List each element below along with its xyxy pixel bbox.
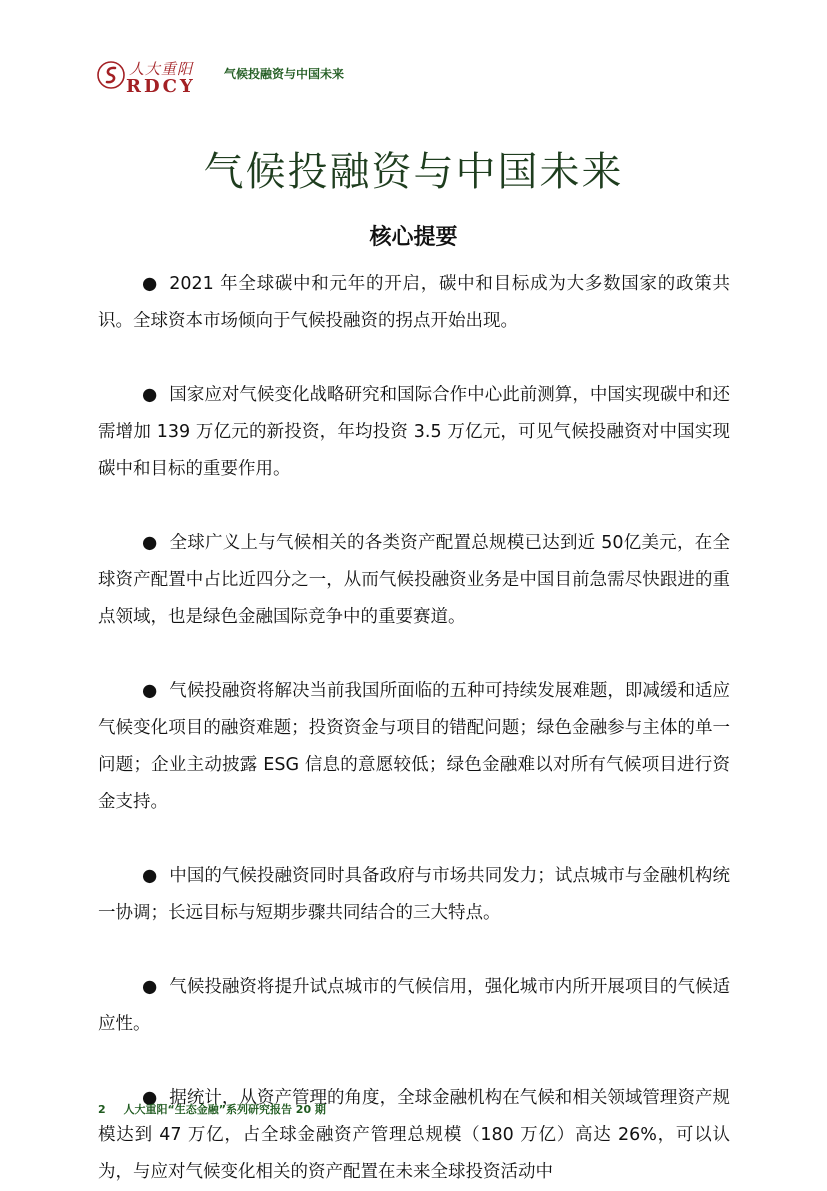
section-heading: 核心提要 — [369, 225, 458, 250]
rdcy-logo — [96, 58, 208, 102]
page-title: 气候投融资与中国未来 — [203, 149, 624, 195]
bullet-icon: ● — [142, 681, 158, 701]
page-header — [96, 58, 344, 102]
key-point-text: 2021 年全球碳中和元年的开启，碳中和目标成为大多数国家的政策共识。全球资本市场倾向于气候投融资的拐点开始出现。 — [98, 274, 730, 331]
bullet-icon: ● — [142, 274, 158, 294]
bullet-icon: ● — [142, 1088, 158, 1108]
key-point-item — [98, 525, 730, 636]
key-point-text: 据统计，从资产管理的角度，全球金融机构在气候和相关领域管理资产规模达到 47 万亿，占全球金融资产管理总规模（180 万亿）高达 26%，可以认为，与应对气候变化相关的资产配置在未来全球投资活动中 — [98, 1088, 730, 1182]
key-point-text: 气候投融资将提升试点城市的气候信用，强化城市内所开展项目的气候适应性。 — [98, 977, 730, 1034]
key-point-item — [98, 673, 730, 821]
key-point-text: 全球广义上与气候相关的各类资产配置总规模已达到近 50亿美元，在全球资产配置中占比近四分之一，从而气候投融资业务是中国目前急需尽快跟进的重点领域，也是绿色金融国际竞争中的重要赛道。 — [98, 533, 730, 627]
key-points-list — [98, 266, 730, 1191]
bullet-icon: ● — [142, 866, 158, 886]
logo-english-text: RDCY — [126, 76, 196, 97]
rdcy-emblem-icon — [96, 60, 126, 90]
key-point-item — [98, 969, 730, 1043]
page-number: 2 — [98, 1103, 106, 1116]
running-header-title: 气候投融资与中国未来 — [224, 66, 345, 81]
key-point-item — [98, 1080, 730, 1191]
logo-chinese-text: 人大重阳 — [129, 60, 194, 78]
footer-series-text: 人大重阳“生态金融”系列研究报告 20 期 — [123, 1103, 326, 1116]
bullet-icon: ● — [142, 385, 158, 405]
key-point-item — [98, 266, 730, 340]
key-point-text: 中国的气候投融资同时具备政府与市场共同发力；试点城市与金融机构统一协调；长远目标与短期步骤共同结合的三大特点。 — [98, 866, 730, 923]
bullet-icon: ● — [142, 977, 158, 997]
key-point-item — [98, 858, 730, 932]
key-point-text: 国家应对气候变化战略研究和国际合作中心此前测算，中国实现碳中和还需增加 139 万亿元的新投资，年均投资 3.5 万亿元，可见气候投融资对中国实现碳中和目标的重要作用。 — [98, 385, 730, 479]
key-point-text: 气候投融资将解决当前我国所面临的五种可持续发展难题，即减缓和适应气候变化项目的融资难题；投资资金与项目的错配问题；绿色金融参与主体的单一问题；企业主动披露 ESG 信息的意愿较低；绿色金融难以对所有气候项目进行资金支持。 — [98, 681, 730, 812]
bullet-icon: ● — [142, 533, 158, 553]
key-point-item — [98, 377, 730, 488]
page-footer — [98, 1101, 326, 1117]
